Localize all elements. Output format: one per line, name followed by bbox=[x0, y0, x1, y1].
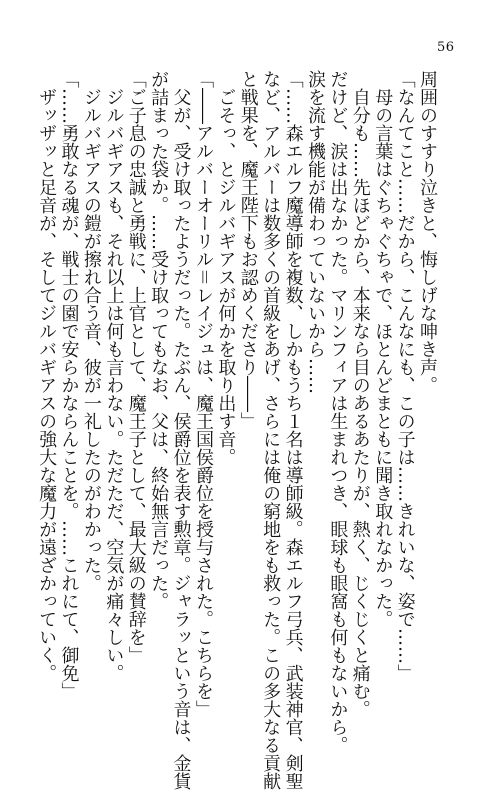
text-line: 「……森エルフ魔導師を複数、しかもうち１名は導師級。森エルフ弓兵、武装神官、剣聖 bbox=[282, 70, 304, 790]
text-line: 周囲のすすり泣きと、悔しげな呻き声。 bbox=[417, 70, 438, 394]
text-line: 「――アルバーオーリル＝レイジュは、魔王国侯爵位を授与された。こちらを」 bbox=[192, 70, 214, 718]
text-line: 自分も……先ほどから、本来なら目のあるあたりが、熱く、じくじくと痛む。 bbox=[349, 70, 371, 718]
vertical-text-body bbox=[36, 70, 438, 790]
text-line: ザッザッと足音が、そしてジルバギアスの強大な魔力が遠ざかっていく。 bbox=[36, 70, 58, 682]
page-number: 56 bbox=[437, 40, 455, 55]
text-line: が詰まった袋か。……受け取ってもなお、父は、終始無言だった。 bbox=[148, 70, 170, 610]
text-line: ごそっ、とジルバギアスが何かを取り出す音。 bbox=[215, 70, 237, 466]
text-line: ジルバギアスの鎧が擦れ合う音、彼が一礼したのがわかった。 bbox=[80, 70, 102, 592]
text-line: ジルバギアスも、それ以上は何も言わない。ただただ、空気が痛々しい。 bbox=[103, 70, 125, 682]
text-line: 「ご子息の忠誠と勇戦に、上官として、魔王子として、最大級の賛辞を」 bbox=[125, 70, 147, 664]
text-line: と戦果を、魔王陛下もお認めくださり――」 bbox=[237, 70, 259, 430]
text-line: 母の言葉はぐちゃぐちゃで、ほとんどまともに聞き取れなかった。 bbox=[372, 70, 394, 628]
text-line: 「なんてこと……だから、こんなにも、この子は……きれいな、姿で……」 bbox=[394, 70, 416, 682]
text-line: 「……勇敢なる魂が、戦士の園で安らかならんことを。……これにて、御免」 bbox=[58, 70, 80, 700]
text-line: 涙を流す機能が備わっていないから…… bbox=[304, 70, 326, 394]
text-line: など、アルバーは数多くの首級をあげ、さらには俺の窮地をも救った。この多大なる貢献 bbox=[260, 70, 282, 790]
text-line: 父が、受け取ったようだった。たぶん、侯爵位を表す勲章。ジャラッという音は、金貨 bbox=[170, 70, 192, 790]
text-line: だけど、涙は出なかった。マリンフィアは生まれつき、眼球も眼窩も何もないから。 bbox=[327, 70, 349, 754]
